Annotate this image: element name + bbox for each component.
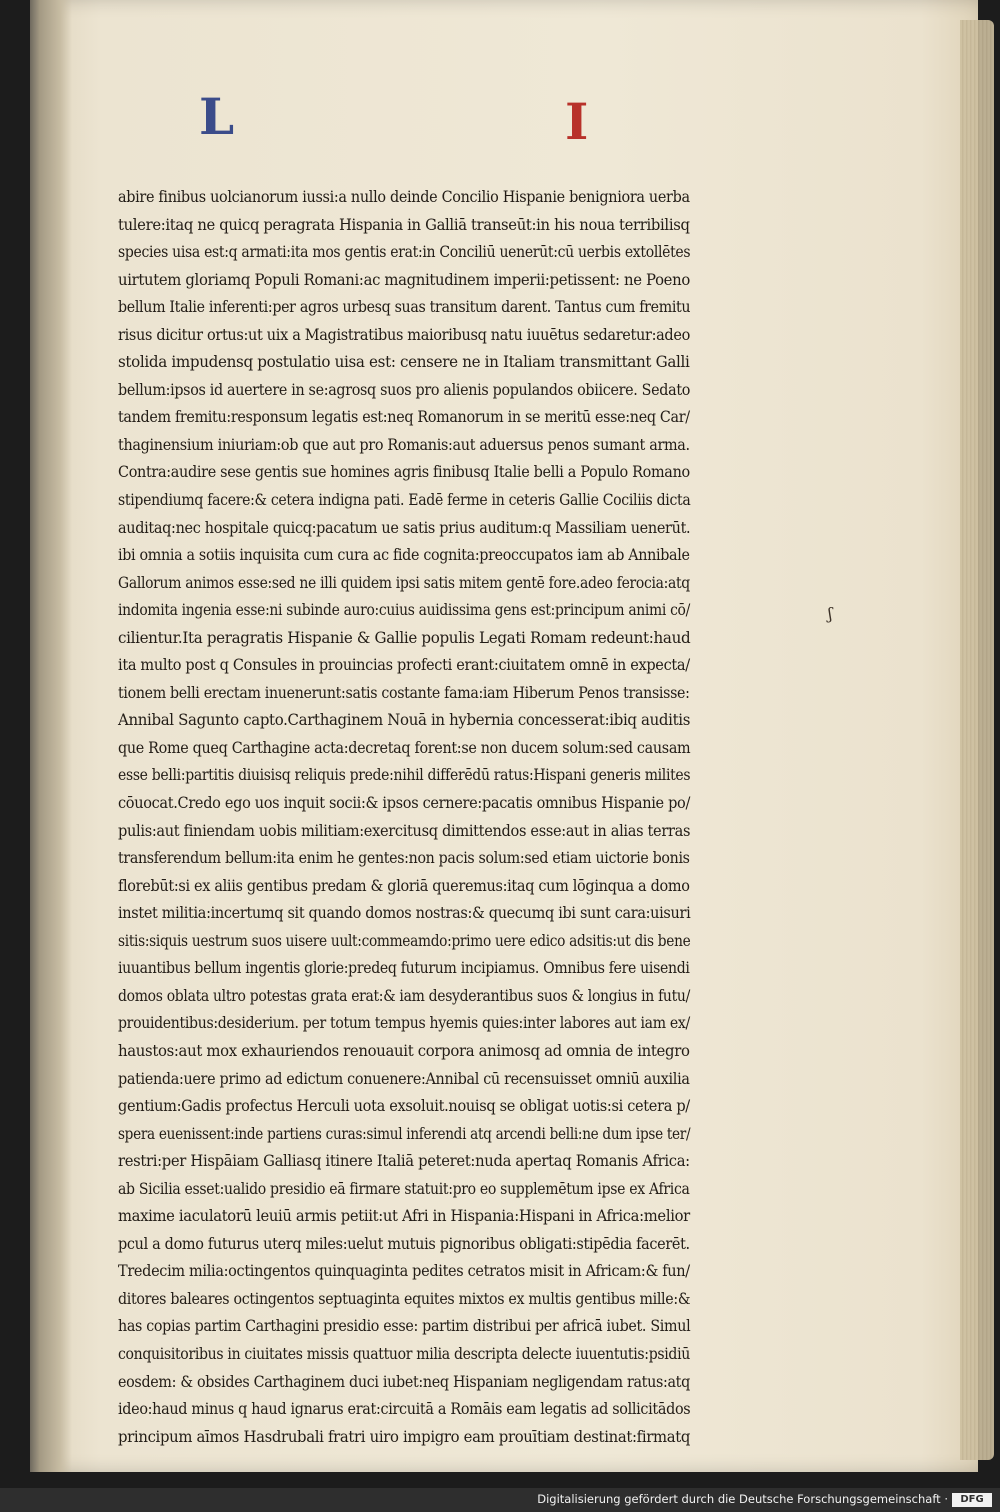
book-gutter bbox=[30, 0, 72, 1472]
text-line: spera euenissent:inde partiens curas:simul inferendi atq arcendi belli:ne dum ipse ter/ bbox=[118, 1124, 691, 1143]
margin-mark: ʃ bbox=[828, 604, 833, 623]
text-line: florebūt:si ex aliis gentibus predam & gloriā queremus:itaq cum lōginqua a domo bbox=[118, 876, 690, 895]
text-line: ideo:haud minus q haud ignarus erat:circuitā a Romāis eam legatis ad sollicitādos bbox=[118, 1400, 691, 1419]
text-line: Annibal Sagunto capto.Carthaginem Nouā in hybernia concesserat:ibiq auditis bbox=[118, 711, 691, 730]
dfg-logo: DFG bbox=[952, 1493, 992, 1507]
body-text-column bbox=[118, 184, 690, 1451]
text-line: domos oblata ultro potestas grata erat:& iam desyderantibus suos & longius in futu/ bbox=[118, 986, 690, 1005]
text-line: Contra:audire sese gentis sue homines agris finibusq Italie belli a Populo Romano bbox=[118, 463, 690, 482]
text-line: Tredecim milia:octingentos quinquaginta pedites cetratos misit in Africam:& fun/ bbox=[118, 1262, 690, 1281]
text-line: bellum Italie inferenti:per agros urbesq suas transitum darent. Tantus cum fremitu bbox=[118, 298, 691, 317]
text-line: pulis:aut finiendam uobis militiam:exercitusq dimittendos esse:aut in alias terras bbox=[118, 821, 691, 840]
page-edges bbox=[960, 20, 994, 1460]
text-line: gentium:Gadis profectus Herculi uota exsoluit.nouisq se obligat uotis:si cetera p/ bbox=[118, 1097, 690, 1116]
text-line: eosdem: & obsides Carthaginem duci iubet:neq Hispaniam negligendam ratus:atq bbox=[118, 1372, 690, 1391]
guide-letter-red: I bbox=[565, 92, 589, 151]
text-line: stipendiumq facere:& cetera indigna pati. Eadē ferme in ceteris Gallie Cociliis dicta bbox=[118, 491, 691, 510]
text-line: haustos:aut mox exhauriendos renouauit corpora animosq ad omnia de integro bbox=[118, 1041, 690, 1060]
text-line: indomita ingenia esse:ni subinde auro:cuius auidissima gens est:principum animi cō/ bbox=[118, 601, 690, 620]
text-line: transferendum bellum:ita enim he gentes:non pacis solum:sed etiam uictorie bonis bbox=[118, 849, 690, 868]
text-line: uirtutem gloriamq Populi Romani:ac magnitudinem imperii:petissent: ne Poeno bbox=[118, 270, 690, 289]
text-line: ditores baleares octingentos septuaginta equites mixtos ex multis gentibus mille:& bbox=[118, 1289, 691, 1308]
text-line: tionem belli erectam inuenerunt:satis costante fama:iam Hiberum Penos transisse: bbox=[118, 683, 690, 702]
footer-credit: Digitalisierung gefördert durch die Deutsche Forschungsgemeinschaft · bbox=[537, 1492, 948, 1506]
text-line: abire finibus uolcianorum iussi:a nullo deinde Concilio Hispanie benigniora uerba bbox=[118, 188, 690, 206]
text-line: tulere:itaq ne quicq peragrata Hispania in Galliā transeūt:in his noua terribilisq bbox=[118, 215, 690, 234]
text-line: conquisitoribus in ciuitates missis quattuor milia descripta delecte iuuentutis:psidiū bbox=[118, 1344, 690, 1363]
text-line: bellum:ipsos id auertere in se:agrosq suos pro alienis populandos obiicere. Sedato bbox=[118, 380, 691, 399]
text-line: iuuantibus bellum ingentis glorie:predeq futurum incipiamus. Omnibus fere uisendi bbox=[118, 959, 690, 978]
text-line: Gallorum animos esse:sed ne illi quidem ipsi satis mitem gentē fore.adeo ferocia:atq bbox=[118, 573, 690, 592]
text-line: stolida impudensq postulatio uisa est: censere ne in Italiam transmittant Galli bbox=[118, 353, 690, 372]
text-line: has copias partim Carthagini presidio esse: partim distribui per africā iubet. Simul bbox=[118, 1317, 691, 1336]
text-line: instet militia:incertumq sit quando domos nostras:& quecumq ibi sunt cara:uisuri bbox=[118, 904, 691, 923]
text-line: thaginensium iniuriam:ob que aut pro Romanis:aut aduersus penos sumant arma. bbox=[118, 435, 690, 454]
text-line: cōuocat.Credo ego uos inquit socii:& ipsos cernere:pacatis omnibus Hispanie po/ bbox=[118, 794, 690, 813]
text-line: ab Sicilia esset:ualido presidio eā firmare statuit:pro eo supplemētum ipse ex Africa bbox=[118, 1179, 690, 1198]
footer-bar bbox=[0, 1488, 1000, 1512]
text-line: species uisa est:q armati:ita mos gentis erat:in Conciliū uenerūt:cū uerbis extollētes bbox=[118, 243, 691, 262]
text-line: ibi omnia a sotiis inquisita cum cura ac fide cognita:preoccupatos iam ab Annibale bbox=[118, 546, 690, 565]
text-line: cilientur.Ita peragratis Hispanie & Gallie populis Legati Romam redeunt:haud bbox=[118, 628, 691, 647]
text-line: esse belli:partitis diuisisq reliquis prede:nihil differēdū ratus:Hispani generis milites bbox=[118, 766, 691, 785]
text-line: ita multo post q Consules in prouincias profecti erant:ciuitatem omnē in expecta/ bbox=[118, 656, 690, 675]
text-line: auditaq:nec hospitale quicq:pacatum ue satis prius auditum:q Massiliam uenerūt. bbox=[118, 518, 691, 537]
text-line: prouidentibus:desiderium. per totum tempus hyemis quies:inter labores aut iam ex/ bbox=[118, 1014, 690, 1033]
text-line: patienda:uere primo ad edictum conuenere:Annibal cū recensuisset omniū auxilia bbox=[118, 1069, 690, 1088]
text-line: tandem fremitu:responsum legatis est:neq Romanorum in se meritū esse:neq Car/ bbox=[118, 408, 690, 427]
text-line: pcul a domo futurus uterq miles:uelut mutuis pignoribus obligati:stipēdia facerēt. bbox=[118, 1234, 690, 1253]
text-line: que Rome queq Carthagine acta:decretaq forent:se non ducem solum:sed causam bbox=[118, 738, 691, 757]
text-line: risus dicitur ortus:ut uix a Magistratibus maioribusq natu iuuētus sedaretur:adeo bbox=[118, 325, 690, 344]
text-line: principum aīmos Hasdrubali fratri uiro impigro eam prouītiam destinat:firmatq bbox=[118, 1427, 691, 1446]
text-line: restri:per Hispāiam Galliasq itinere Italiā peteret:nuda apertaq Romanis Africa: bbox=[118, 1152, 690, 1171]
text-line: maxime iaculatorū leuiū armis petiit:ut Afri in Hispania:Hispani in Africa:melior bbox=[118, 1207, 690, 1226]
guide-letter-blue: L bbox=[199, 87, 235, 146]
text-line: sitis:siquis uestrum suos uisere uult:commeamdo:primo uere edico adsitis:ut dis bene bbox=[118, 931, 691, 950]
